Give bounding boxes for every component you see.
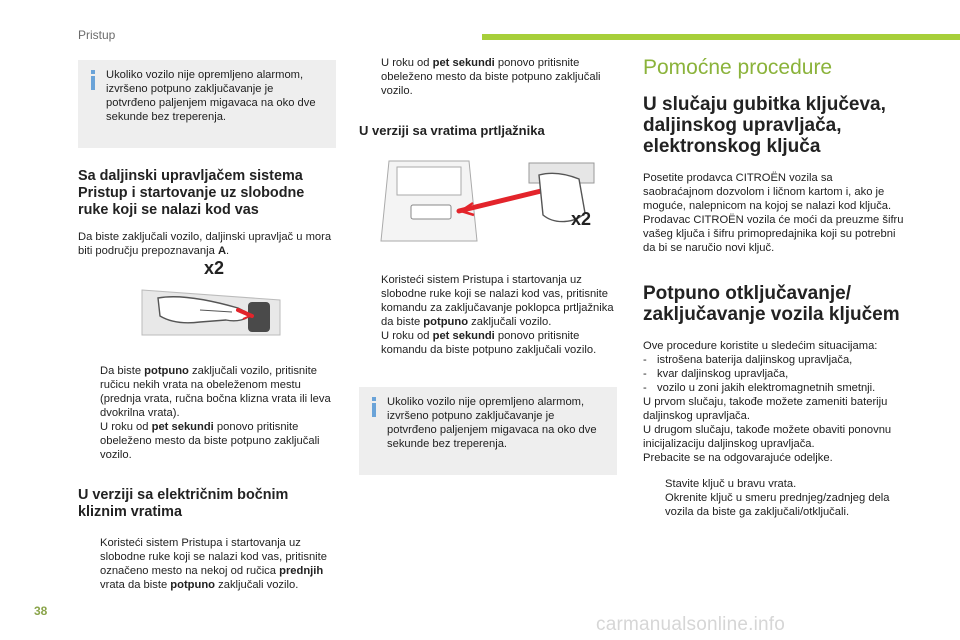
- list-item: Koristeći sistem Pristupa i startovanja uz slobodne ruke koji se nalazi kod vas, pritisnite komandu za zaključavanje poklopca prtljažnika da biste potpuno zaključali vozilo.: [359, 273, 617, 329]
- accent-bar: [482, 34, 960, 40]
- bullet-marker-icon: [359, 329, 381, 357]
- section-heading: Sa daljinski upravljačem sistema Pristup i startovanje uz slobodne ruke koji se nalazi kod vas: [78, 168, 305, 218]
- right-column: [643, 56, 905, 519]
- list-item: - istrošena baterija daljinskog upravljača,: [643, 354, 853, 366]
- section-title: Pristup: [78, 28, 116, 42]
- section-heading: U slučaju gubitka ključeva, daljinskog upravljača, elektronskog ključa: [643, 94, 886, 157]
- tailgate-illustration: [379, 153, 609, 243]
- bullet-marker-icon: [359, 273, 381, 329]
- info-icon: [88, 70, 98, 92]
- info-box: [78, 60, 336, 148]
- bullet-marker-icon: [78, 536, 100, 592]
- bullet-marker-icon: [643, 477, 665, 491]
- info-text: Ukoliko vozilo nije opremljeno alarmom, izvršeno potpuno zaključavanje je potvrđeno paljenjem migavaca na oko dve sekunde bez treperenja.: [106, 69, 316, 123]
- list-item: - vozilo u zoni jakih elektromagnetnih smetnji.: [643, 382, 876, 394]
- list-item: U roku od pet sekundi ponovo pritisnite komandu da biste potpuno zaključali vozilo.: [359, 329, 617, 357]
- middle-column: [359, 56, 617, 475]
- paragraph: U prvom slučaju, takođe možete zameniti bateriju daljinskog upravljača.: [643, 396, 888, 422]
- list-item: U roku od pet sekundi ponovo pritisnite obeleženo mesto da biste potpuno zaključali vozilo.: [359, 56, 617, 98]
- list-item: - kvar daljinskog upravljača,: [643, 368, 789, 380]
- info-text: Ukoliko vozilo nije opremljeno alarmom, izvršeno potpuno zaključavanje je potvrđeno paljenjem migavaca na oko dve sekunde bez treperenja.: [387, 396, 597, 450]
- paragraph: Ove procedure koristite u sledećim situacijama:: [643, 340, 878, 352]
- list-item: Da biste potpuno zaključali vozilo, pritisnite ručicu nekih vrata na obeleženom mestu (prednja vrata, ručna bočna klizna vrata ili leva dvokrilna vrata).: [78, 364, 336, 420]
- paragraph: Posetite prodavca CITROËN vozila sa saobraćajnom dozvolom i ličnom kartom i, ako je moguće, nalepnicom na kojoj se nalazi kod ključa.: [643, 172, 892, 212]
- page-title: Pomoćne procedure: [643, 56, 833, 79]
- list-item: Koristeći sistem Pristupa i startovanja uz slobodne ruke koji se nalazi kod vas, pritisnite označeno mesto na nekoj od ručica prednjih vrata da biste potpuno zaključali vozilo.: [78, 536, 336, 592]
- info-box: [359, 387, 617, 475]
- paragraph: Prodavac CITROËN vozila će moći da preuzme šifru vašeg ključa i šifru primopredajnika koji su potrebni da bi se naručio novi ključ.: [643, 214, 904, 254]
- section-heading: Potpuno otključavanje/ zaključavanje vozila ključem: [643, 283, 900, 325]
- list-item: Okrenite ključ u smeru prednjeg/zadnjeg dela vozila da biste ga zaključali/otključali.: [643, 491, 905, 519]
- watermark: carmanualsonline.info: [596, 614, 786, 635]
- list-item: Stavite ključ u bravu vrata.: [643, 477, 905, 491]
- door-handle-illustration: [140, 258, 290, 340]
- paragraph: Da biste zaključali vozilo, daljinski upravljač u mora biti području prepoznavanja A.: [78, 231, 332, 257]
- section-heading: U verziji sa električnim bočnim kliznim vratima: [78, 487, 289, 520]
- bullet-marker-icon: [78, 420, 100, 462]
- press-count-label: x2: [204, 258, 225, 278]
- info-icon: [369, 397, 379, 419]
- page-number: 38: [34, 604, 48, 618]
- paragraph: U drugom slučaju, takođe možete obaviti ponovnu inicijalizaciju daljinskog upravljača.: [643, 424, 892, 450]
- left-column: [78, 60, 336, 592]
- bullet-marker-icon: [643, 491, 665, 519]
- bullet-marker-icon: [78, 364, 100, 420]
- list-item: U roku od pet sekundi ponovo pritisnite obeleženo mesto da biste potpuno zaključali vozilo.: [78, 420, 336, 462]
- press-count-label: x2: [571, 209, 592, 229]
- bullet-marker-icon: [359, 56, 381, 98]
- paragraph: Prebacite se na odgovarajuće odeljke.: [643, 452, 833, 464]
- section-heading: U verziji sa vratima prtljažnika: [359, 123, 545, 138]
